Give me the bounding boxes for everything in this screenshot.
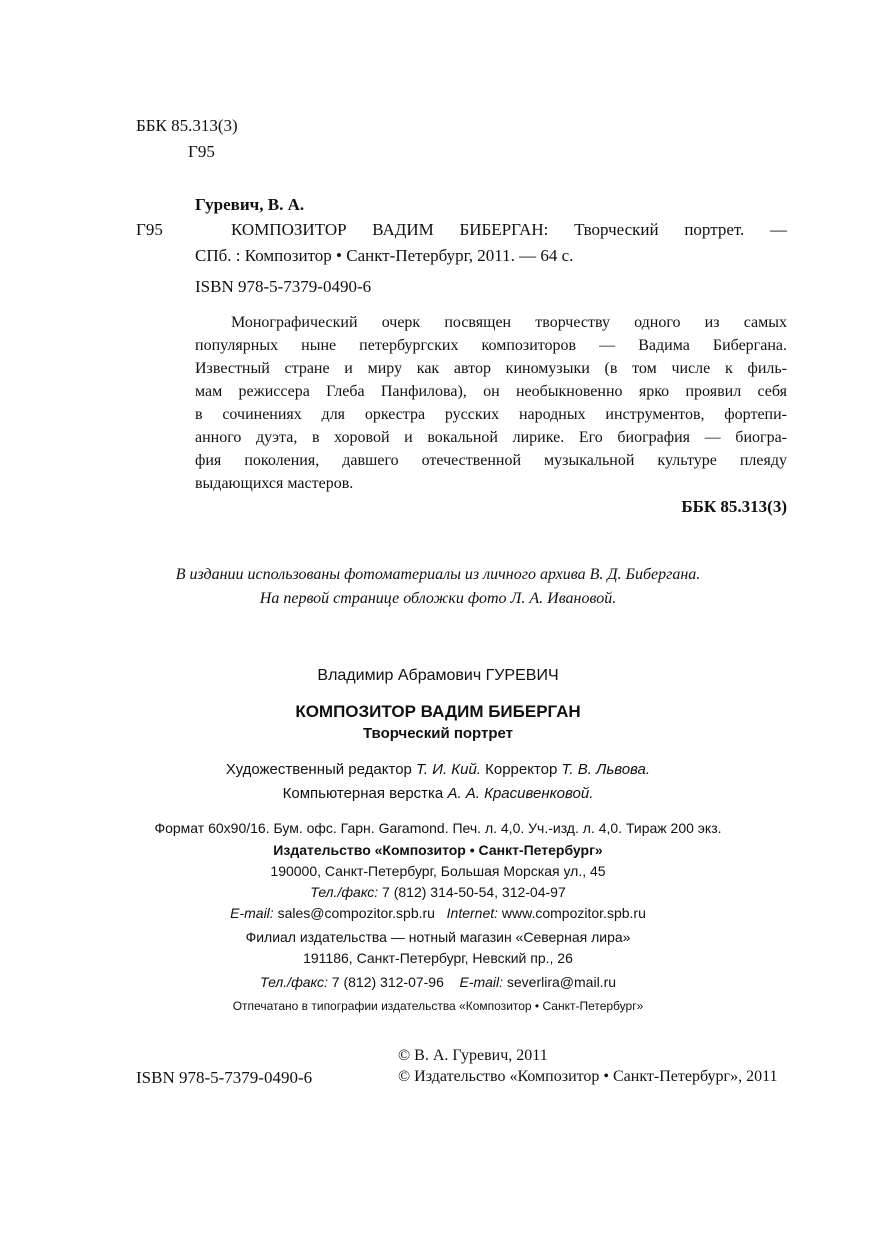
abstract-line: Известный стране и миру как автор киномузыки (в том числе к филь-: [195, 360, 787, 377]
tel-label: Тел./факс:: [310, 884, 379, 900]
photo-note-line1: В издании использованы фотоматериалы из личного архива В. Д. Бибергана.: [175, 566, 701, 583]
footer-isbn: ISBN 978-5-7379-0490-6: [136, 1068, 313, 1087]
abstract-line: мам режиссера Глеба Панфилова), он необыкновенно ярко проявил себя: [195, 383, 787, 400]
abstract-line: анного дуэта, в хоровой и вокальной лирике. Его биография — биогра-: [195, 429, 787, 446]
copyright-author: © В. А. Гуревич, 2011: [398, 1047, 548, 1064]
branch-email-value: severlira@mail.ru: [503, 974, 617, 990]
format-line: Формат 60х90/16. Бум. офс. Гарн. Garamond. Печ. л. 4,0. Уч.-изд. л. 4,0. Тираж 200 экз.: [154, 820, 722, 836]
author-mark-side: Г95: [136, 220, 163, 239]
photo-note-line2: На первой странице обложки фото Л. А. Ивановой.: [259, 590, 617, 607]
layout-line: [0, 785, 876, 802]
branch-email-label: E-mail:: [459, 974, 503, 990]
branch-tel-value: 7 (812) 312-07-96: [327, 974, 444, 990]
internet-value: www.compozitor.spb.ru: [498, 905, 646, 921]
branch-tel-label: Тел./факс:: [259, 974, 328, 990]
branch-line: Филиал издательства — нотный магазин «Северная лира»: [245, 929, 631, 945]
bbk-index: ББК 85.313(3): [136, 116, 238, 135]
branch-contacts: [0, 974, 876, 990]
catalog-isbn: ISBN 978-5-7379-0490-6: [195, 277, 372, 296]
publisher-name: Издательство «Композитор • Санкт-Петербург»: [273, 842, 603, 858]
abstract-line: Монографический очерк посвящен творчеству одного из самых: [231, 314, 787, 331]
abstract-line: фия поколения, давшего отечественной музыкальной культуре плеяду: [195, 452, 787, 469]
layout-name: А. А. Красивенковой.: [447, 785, 594, 802]
branch-address: 191186, Санкт-Петербург, Невский пр., 26: [303, 950, 573, 966]
catalog-publisher-line: СПб. : Композитор • Санкт-Петербург, 2011. — 64 с.: [195, 246, 574, 265]
editor-label: Художественный редактор: [225, 761, 417, 778]
corrector-label: Корректор: [480, 761, 562, 778]
publisher-tel: [0, 884, 876, 900]
editor-name: Т. И. Кий.: [416, 761, 481, 778]
abstract-line: выдающихся мастеров.: [195, 475, 354, 492]
internet-label: Internet:: [446, 905, 499, 921]
author-mark: Г95: [188, 142, 215, 161]
imprint-title: КОМПОЗИТОР ВАДИМ БИБЕРГАН: [295, 702, 581, 721]
tel-value: 7 (812) 314-50-54, 312-04-97: [378, 884, 566, 900]
layout-label: Компьютерная верстка: [282, 785, 448, 802]
email-value: sales@compozitor.spb.ru: [273, 905, 435, 921]
bbk-bold: ББК 85.313(3): [681, 497, 787, 516]
imprint-subtitle: Творческий портрет: [362, 725, 514, 742]
publisher-address: 190000, Санкт-Петербург, Большая Морская ул., 45: [270, 863, 606, 879]
abstract-line: популярных ныне петербургских композиторов — Вадима Бибергана.: [195, 337, 787, 354]
corrector-name: Т. В. Львова.: [561, 761, 651, 778]
abstract-line: в сочинениях для оркестра русских народных инструментов, фортепи-: [195, 406, 787, 423]
publisher-contacts: [0, 905, 876, 921]
catalog-author: Гуревич, В. А.: [195, 195, 305, 214]
email-label: E-mail:: [230, 905, 274, 921]
catalog-title-line: КОМПОЗИТОР ВАДИМ БИБЕРГАН: Творческий портрет. —: [231, 220, 787, 239]
editors-line: [0, 761, 876, 778]
copyright-publisher: © Издательство «Композитор • Санкт-Петербург», 2011: [398, 1068, 778, 1085]
imprint-author: Владимир Абрамович ГУРЕВИЧ: [317, 667, 559, 684]
printed-line: Отпечатано в типографии издательства «Композитор • Санкт-Петербург»: [232, 999, 644, 1013]
